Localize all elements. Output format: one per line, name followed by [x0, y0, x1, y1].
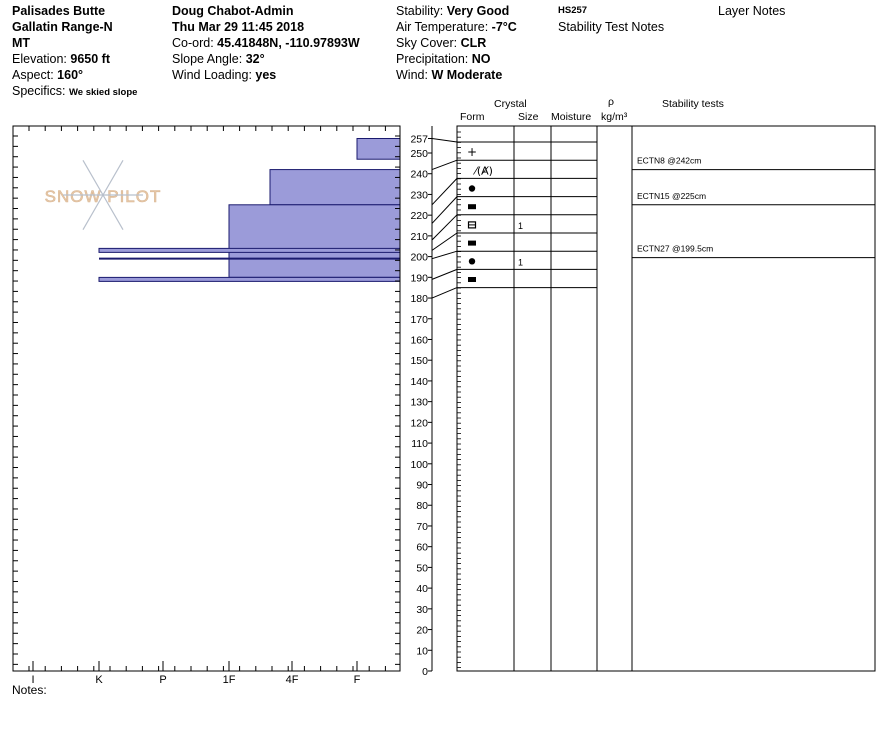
density-unit: kg/m³: [601, 111, 628, 123]
conditions-block: [396, 3, 517, 83]
observation-datetime: Thu Mar 29 11:45 2018: [172, 20, 305, 34]
height-label-220: 220: [410, 210, 428, 223]
precip-label: Precipitation:: [396, 52, 469, 66]
wind-value: W Moderate: [431, 68, 503, 82]
elevation-label: Elevation:: [12, 52, 67, 66]
wind-loading-value: yes: [255, 68, 277, 82]
layer-connector: [432, 138, 457, 142]
stability-test-1: ECTN15 @225cm: [637, 190, 707, 201]
hardness-label-4F: 4F: [285, 674, 299, 686]
snow-depth-value: HS257: [558, 5, 588, 16]
coord-value: 45.41848N, -110.97893W: [217, 36, 360, 50]
air-temp-value: -7°C: [491, 20, 517, 34]
height-label-70: 70: [416, 520, 428, 533]
layer-table-frame: [457, 126, 875, 671]
height-label-190: 190: [410, 272, 428, 285]
height-label-160: 160: [410, 334, 428, 347]
height-label-130: 130: [410, 396, 428, 409]
grain-hoar-icon: ⁄(Ⱥ): [475, 164, 493, 178]
grain-size-value: 1: [518, 220, 524, 231]
height-label-150: 150: [410, 355, 428, 368]
layer-connector: [432, 160, 457, 169]
wind-loading-label: Wind Loading:: [172, 68, 252, 82]
thin-layer-0: [99, 248, 400, 252]
height-label-90: 90: [416, 479, 428, 492]
wind-label: Wind:: [396, 68, 428, 82]
thin-layer-2: [99, 277, 400, 281]
layer-connector: [432, 269, 457, 279]
coord-label: Co-ord:: [172, 36, 214, 50]
layer-connector: [432, 251, 457, 258]
grain-plus-icon: +: [466, 145, 478, 160]
height-label-40: 40: [416, 583, 428, 596]
density-symbol: ρ: [608, 96, 614, 108]
grain-facet-icon: [468, 204, 476, 209]
stability-test-notes-title: Stability Test Notes: [558, 20, 665, 34]
height-label-100: 100: [410, 458, 428, 471]
slope-label: Slope Angle:: [172, 52, 243, 66]
sky-value: CLR: [460, 36, 487, 50]
notes-label: Notes:: [12, 683, 47, 697]
height-label-250: 250: [410, 148, 428, 160]
height-label-140: 140: [410, 375, 428, 388]
height-label-240: 240: [410, 168, 428, 181]
sky-label: Sky Cover:: [396, 36, 458, 50]
observer-block: [172, 3, 360, 83]
elevation-value: 9650 ft: [70, 52, 110, 66]
watermark-text: SNOW PILOT: [44, 187, 162, 206]
stability-tests-header: Stability tests: [662, 98, 724, 110]
hardness-layer-1: [270, 170, 400, 205]
height-label-120: 120: [410, 417, 428, 430]
height-label-257: 257: [410, 133, 428, 146]
stability-value: Very Good: [446, 4, 510, 18]
specifics-value: We skied slope: [68, 87, 138, 98]
location-block: [12, 3, 137, 99]
observer-name: Doug Chabot-Admin: [172, 4, 294, 18]
layer-notes-title: Layer Notes: [718, 4, 786, 18]
height-label-50: 50: [416, 562, 428, 575]
height-label-200: 200: [410, 251, 428, 264]
stability-test-0: ECTN8 @242cm: [637, 155, 702, 166]
slope-value: 32°: [245, 52, 265, 66]
grain-round-icon: [469, 258, 475, 264]
stability-label: Stability:: [396, 4, 444, 18]
height-label-0: 0: [422, 666, 428, 678]
height-label-110: 110: [411, 438, 428, 451]
precip-value: NO: [471, 52, 491, 66]
hardness-label-1F: 1F: [222, 674, 236, 686]
hardness-layer-2: [229, 205, 400, 278]
height-label-210: 210: [410, 230, 428, 243]
height-label-230: 230: [410, 189, 428, 202]
hardness-label-F: F: [353, 674, 361, 686]
height-label-60: 60: [416, 541, 428, 554]
height-label-20: 20: [416, 624, 428, 637]
layer-connector: [432, 215, 457, 240]
specifics-label: Specifics:: [12, 84, 66, 98]
grain-size-value: 1: [518, 257, 524, 268]
height-label-30: 30: [416, 603, 428, 616]
notes-header-block: [558, 3, 664, 35]
height-label-170: 170: [410, 313, 428, 326]
range-name: Gallatin Range-N: [12, 20, 113, 34]
hardness-layer-0: [357, 138, 400, 159]
crystal-header: Crystal: [494, 98, 527, 110]
hardness-label-P: P: [159, 674, 167, 686]
height-label-80: 80: [416, 500, 428, 513]
state-name: MT: [12, 36, 31, 50]
grain-round-icon: [469, 185, 475, 191]
location-name: Palisades Butte: [12, 4, 106, 18]
form-header: Form: [460, 111, 485, 123]
size-header: Size: [518, 111, 539, 123]
stability-test-2: ECTN27 @199.5cm: [637, 243, 714, 254]
layer-connector: [432, 288, 457, 298]
aspect-label: Aspect:: [12, 68, 54, 82]
hardness-label-K: K: [95, 674, 103, 686]
grain-facet-icon: [468, 277, 476, 282]
height-label-180: 180: [410, 293, 428, 306]
aspect-value: 160°: [57, 68, 84, 82]
moisture-header: Moisture: [551, 111, 592, 123]
grain-facet-icon: [468, 241, 476, 246]
height-label-10: 10: [416, 645, 428, 658]
hardness-label-I: I: [31, 674, 35, 686]
air-temp-label: Air Temperature:: [396, 20, 489, 34]
